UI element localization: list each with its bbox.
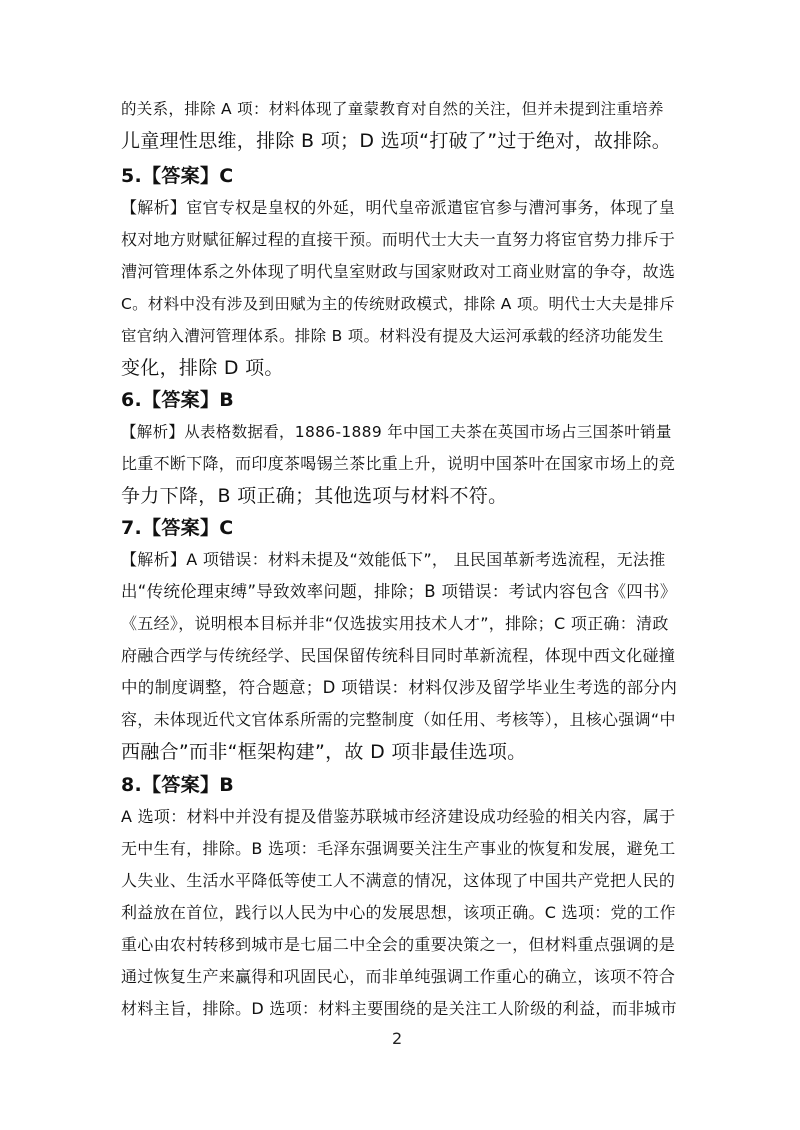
text-line: 漕河管理体系之外体现了明代皇室财政与国家财政对工商业财富的争夺，故选 <box>121 262 676 281</box>
answer-heading: 6.【答案】B <box>121 389 235 411</box>
text-line: 西融合”而非“框架构建”，故 D 项非最佳选项。 <box>121 741 527 763</box>
text-line: 利益放在首位，践行以人民为中心的发展思想，该项正确。C 选项：党的工作 <box>121 903 676 922</box>
text-line: 出“传统伦理束缚”导致效率问题，排除；B 项错误：考试内容包含《四书》 <box>121 582 677 601</box>
text-line: 《五经》，说明根本目标并非“仅选拔实用技术人才”，排除；C 项正确：清政 <box>121 614 669 633</box>
text-line: 材料主旨，排除。D 选项：材料主要围绕的是关注工人阶级的利益，而非城市 <box>121 999 677 1018</box>
text-line: 变化，排除 D 项。 <box>121 357 284 379</box>
text-line: 人失业、生活水平降低等使工人不满意的情况，这体现了中国共产党把人民的 <box>121 871 676 890</box>
text-line: C。材料中没有涉及到田赋为主的传统财政模式，排除 A 项。明代士大夫是排斥 <box>121 295 675 313</box>
text-line: 权对地方财赋征解过程的直接干预。而明代士大夫一直努力将宦官势力排斥于 <box>121 230 676 249</box>
text-line: A 选项：材料中并没有提及借鉴苏联城市经济建设成功经验的相关内容，属于 <box>121 807 676 826</box>
text-line: 【解析】从表格数据看，1886-1889 年中国工夫茶在英国市场占三国茶叶销量 <box>121 423 672 441</box>
text-line: 通过恢复生产来赢得和巩固民心，而非单纯强调工作重心的确立，该项不符合 <box>121 967 676 986</box>
text-line: 比重不断下降，而印度茶喝锡兰茶比重上升，说明中国茶叶在国家市场上的竞 <box>121 454 676 473</box>
answer-heading: 5.【答案】C <box>121 165 234 187</box>
text-line: 容，未体现近代文官体系所需的完整制度（如任用、考核等），且核心强调“中 <box>121 710 676 729</box>
text-line: 中的制度调整，符合题意；D 项错误：材料仅涉及留学毕业生考选的部分内 <box>121 678 678 697</box>
text-line: 【解析】宦官专权是皇权的外延，明代皇帝派遣宦官参与漕河事务，体现了皇 <box>121 198 676 217</box>
text-line: 儿童理性思维，排除 B 项；D 选项“打破了”过于绝对，故排除。 <box>121 130 672 152</box>
text-line: 的关系，排除 A 项：材料体现了童蒙教育对自然的关注，但并未提到注重培养 <box>121 100 664 118</box>
text-line: 府融合西学与传统经学、民国保留传统科目同时革新流程，体现中西文化碰撞 <box>121 646 676 665</box>
text-line: 重心由农村转移到城市是七届二中全会的重要决策之一，但材料重点强调的是 <box>121 935 676 954</box>
text-line: 【解析】A 项错误：材料未提及“效能低下”， 且民国革新考选流程，无法推 <box>121 550 666 569</box>
page-number: 2 <box>392 1029 403 1048</box>
text-line: 争力下降，B 项正确；其他选项与材料不符。 <box>121 485 508 507</box>
text-line: 无中生有，排除。B 选项：毛泽东强调要关注生产事业的恢复和发展，避免工 <box>121 839 676 858</box>
answer-heading: 7.【答案】C <box>121 517 234 539</box>
text-line: 宦官纳入漕河管理体系。排除 B 项。材料没有提及大运河承载的经济功能发生 <box>121 327 664 345</box>
answer-heading: 8.【答案】B <box>121 774 235 796</box>
